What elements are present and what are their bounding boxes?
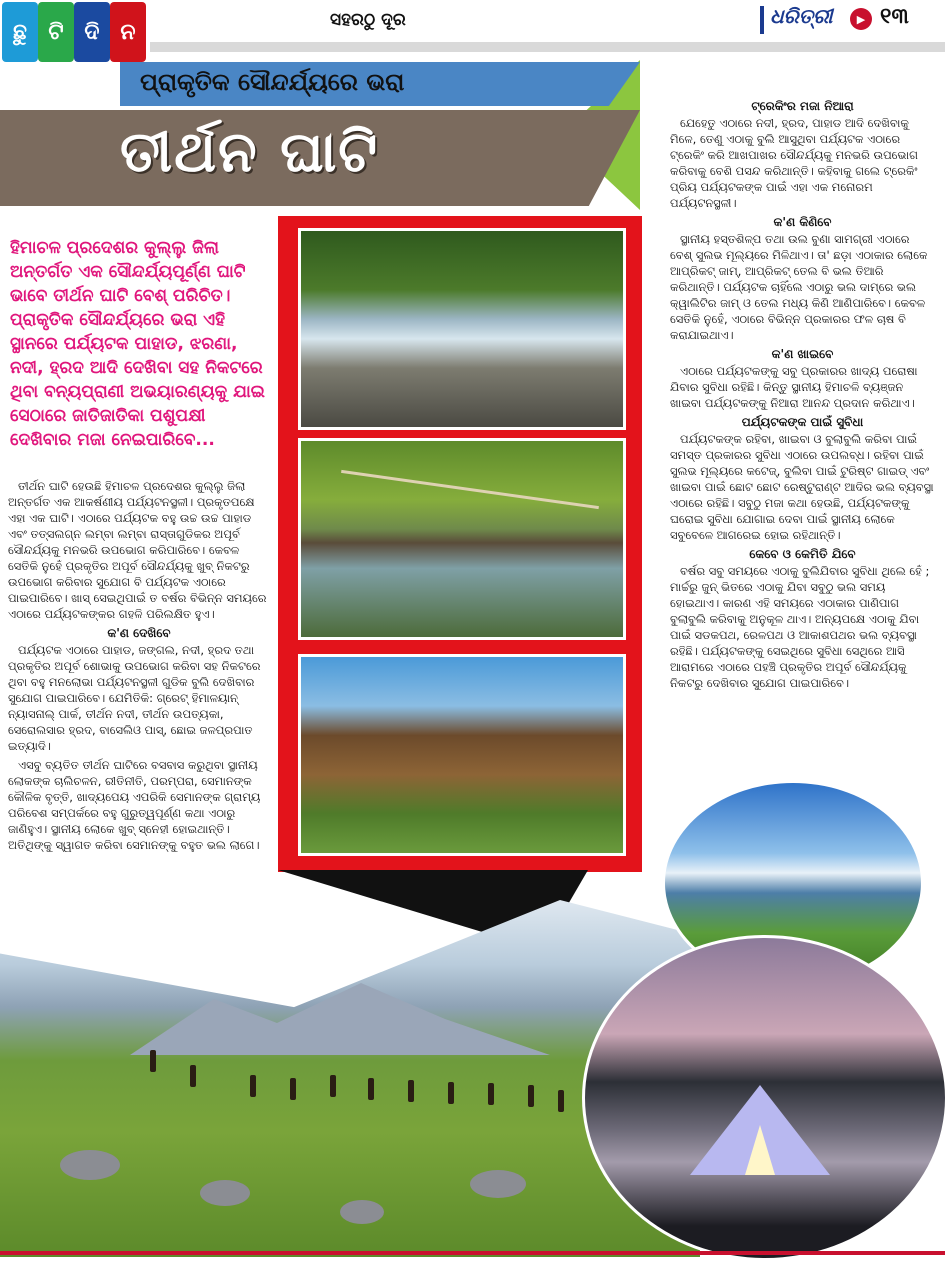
subheading: କ'ଣ ଖାଇବେ xyxy=(771,347,834,361)
paragraph: ଏଠାରେ ପର୍ଯ୍ୟଟକଙ୍କୁ ସବୁ ପ୍ରକାରର ଖାଦ୍ୟ ପରୋଷା ଯିବାର ସୁବିଧା ରହିଛି। କିନ୍ତୁ ସ୍ଥାନୀୟ ହିମାଚଳି ବ୍ୟଞ୍ଜନ ଖାଇବା ପର୍ଯ୍ୟଟକଙ୍କୁ ନିଆରା ଆନନ୍ଦ ପ୍ରଦାନ କରିଥାଏ। xyxy=(670,364,918,410)
header-band xyxy=(150,42,945,52)
paragraph: ପର୍ଯ୍ୟଟକଙ୍କ ରହିବା, ଖାଇବା ଓ ବୁଲାବୁଲି କରିବା ପାଇଁ ସମସ୍ତ ପ୍ରକାରର ସୁବିଧା ଏଠାରେ ଉପଲବ୍ଧ। ରହିବା ପାଇଁ ସୁଲଭ ମୂଲ୍ୟରେ କଟେଜ୍, ବୁଲିବା ପାଇଁ ଟୁରିଷ୍ଟ ଗାଇଡ୍ ଏବଂ ଖାଇବା ପାଇଁ ଛୋଟ ଛୋଟ ରେଷ୍ଟୁରାଣ୍ଟ ଆଦିର ଭଲ ବ୍ୟବସ୍ଥା ଏଠାରେ ରହିଛି। ସବୁଠୁ ମଜା କଥା ହେଉଛି, ପର୍ଯ୍ୟଟକଙ୍କୁ ଘରୋଇ ସୁବିଧା ଯୋଗାଇ ଦେବା ପାଇଁ ସ୍ଥାନୀୟ ଲୋକେ ସବୁବେଳେ ଆଗରେଇ ହୋଇ ରହିଥାନ୍ତି। xyxy=(670,432,934,542)
hiker-figure xyxy=(558,1090,564,1112)
intro-text: ହିମାଚଳ ପ୍ରଦେଶର କୁଲ୍ଲୁ ଜିଲା ଅନ୍ତର୍ଗତ ଏକ ସୌନ୍ଦର୍ଯ୍ୟପୂର୍ଣ୍ଣ ଘାଟି ଭାବେ ତୀର୍ଥନ ଘାଟି ବେଶ୍ ପରିଚିତ। ପ୍ରାକୃତିକ ସୌନ୍ଦର୍ଯ୍ୟରେ ଭରା ଏହି ସ୍ଥାନରେ ପର୍ଯ୍ୟଟକ ପାହାଡ, ଝରଣା, ନଦୀ, ହ୍ରଦ ଆଦି ଦେଖିବା ସହ ନିକଟରେ ଥିବା ବନ୍ୟପ୍ରାଣୀ ଅଭୟାରଣ୍ୟକୁ ଯାଇ ସେଠାରେ ଜାତିଜାତିକା ପଶୁପକ୍ଷୀ ଦେଖିବାର ମଜା ନେଇପାରିବେ... xyxy=(10,238,265,450)
river-photo xyxy=(298,228,626,430)
page-number: ୧୩ xyxy=(880,4,909,29)
cottage-photo xyxy=(298,654,626,856)
paragraph: ବର୍ଷର ସବୁ ସମୟରେ ଏଠାକୁ ବୁଲିଯିବାର ସୁବିଧା ଥିଲେ ହେଁ ; ମାର୍ଚ୍ଚରୁ ଜୁନ୍ ଭିତରେ ଏଠାକୁ ଯିବା ସବୁଠୁ ଭଲ ସମୟ ହୋଇଥାଏ। କାରଣ ଏହି ସମୟରେ ଏଠାକାର ପାଣିପାଗ ବୁଲାବୁଲି କରିବାକୁ ଅନୁକୂଳ ଥାଏ। ଅନ୍ୟପକ୍ଷେ ଏଠାକୁ ଯିବା ପାଇଁ ସଡକପଥ, ରେଳପଥ ଓ ଆକାଶପଥର ଭଲ ବ୍ୟବସ୍ଥା ରହିଛି। ପର୍ଯ୍ୟଟକଙ୍କୁ ସେଇଥିରେ ସୁବିଧା ସେଥିରେ ଆସି ଆରାମରେ ଏଠାରେ ପହଞ୍ଚି ପ୍ରକୃତିର ଅପୂର୍ବ ସୌନ୍ଦର୍ଯ୍ୟକୁ ନିକଟରୁ ଦେଖିବାର ସୁଯୋଗ ପାଇପାରିବେ। xyxy=(670,564,930,690)
hiker-figure xyxy=(488,1083,494,1105)
hiker-figure xyxy=(290,1078,296,1100)
section-tile-3: ଦି xyxy=(74,2,110,62)
section-tile-1: ଛୁ xyxy=(2,2,38,62)
subtitle: ପ୍ରାକୃତିକ ସୌନ୍ଦର୍ଯ୍ୟରେ ଭରା xyxy=(140,68,405,96)
hiker-figure xyxy=(368,1078,374,1100)
rock xyxy=(60,1150,120,1180)
rock xyxy=(470,1170,526,1198)
left-column xyxy=(8,478,270,856)
footer-rule xyxy=(0,1251,945,1255)
hiker-figure xyxy=(528,1085,534,1107)
subheading: କ'ଣ କିଣିବେ xyxy=(773,215,832,229)
right-column xyxy=(670,96,935,694)
hiker-figure xyxy=(408,1080,414,1102)
section-tile-2: ଟି xyxy=(38,2,74,62)
brand-logo: ଧରିତ୍ରୀ xyxy=(770,4,833,28)
hiker-figure xyxy=(250,1075,256,1097)
subheading: ଟ୍ରେକିଂର ମଜା ନିଆରା xyxy=(751,99,854,113)
hiker-figure xyxy=(330,1075,336,1097)
paragraph: ଏସବୁ ବ୍ୟତିତ ତୀର୍ଥନ ଘାଟିରେ ବସବାସ କରୁଥିବା ସ୍ଥାନୀୟ ଲୋକଙ୍କ ଚାଲିଚଳନ, ରୀତିନୀତି, ପରମ୍ପରା, ସେମାନଙ୍କ କୌଳିକ ବୃତ୍ତି, ଖାଦ୍ୟପେୟ ଏପରିକି ସେମାନଙ୍କ ଗ୍ରାମ୍ୟ ପରିବେଶ ସମ୍ପର୍କରେ ବହୁ ଗୁରୁତ୍ୱପୂର୍ଣ୍ଣ କଥା ଏଠାରୁ ଜାଣିହୁଏ। ସ୍ଥାନୀୟ ଲୋକେ ଖୁବ୍ ସ୍ନେହୀ ହୋଇଥାନ୍ତି। ଅତିଥିଙ୍କୁ ସ୍ୱାଗତ କରିବା ସେମାନଙ୍କୁ ବହୁତ ଭଲ ଲାଗେ। xyxy=(8,758,261,852)
paragraph: ସ୍ଥାନୀୟ ହସ୍ତଶିଳ୍ପ ତଥା ଉଲ ବୁଣା ସାମଗ୍ରୀ ଏଠାରେ ବେଶ୍ ସୁଲଭ ମୂଲ୍ୟରେ ମିଳିଥାଏ। ତା' ଛଡ଼ା ଏଠାକାର ଲୋକେ ଆପ୍ରିକଟ୍ ଜାମ୍, ଆପ୍ରିକଟ୍ ତେଲ ବି ଭଲ ତିଆରି କରିଥାନ୍ତି। ପର୍ଯ୍ୟଟକ ଚାହିଁଲେ ଏଠାରୁ ଭଲ ଦାମ୍‌ରେ ଭଲ କ୍ୱାଲିଟିର ଜାମ୍ ଓ ତେଲ ମଧ୍ୟ କିଣି ଆଣିପାରିବେ। କେବଳ ସେତିକି ନୁହେଁ, ଏଠାରେ ବିଭିନ୍ନ ପ୍ରକାରର ଫଳ ଚାଷ ବି କରାଯାଇଥାଏ। xyxy=(670,232,928,342)
section-tile-4: ନ xyxy=(110,2,146,62)
rock xyxy=(340,1200,384,1224)
play-icon: ▶ xyxy=(850,8,872,30)
page-title: ତୀର୍ଥନ ଘାଟି xyxy=(120,120,380,185)
brand-divider xyxy=(760,6,764,34)
paragraph: ଯେହେତୁ ଏଠାରେ ନଦୀ, ହ୍ରଦ, ପାହାଡ ଆଦି ଦେଖିବାକୁ ମିଳେ, ତେଣୁ ଏଠାକୁ ବୁଲି ଆସୁଥିବା ପର୍ଯ୍ୟଟକ ଏଠାରେ ଟ୍ରେକିଂ କରି ଆଖପାଖର ସୌନ୍ଦର୍ଯ୍ୟକୁ ମନଭରି ଉପଭୋଗ କରିବାକୁ ବେଶି ପସନ୍ଦ କରିଥାନ୍ତି। କହିବାକୁ ଗଲେ ଟ୍ରେକିଂ ପ୍ରିୟ ପର୍ଯ୍ୟଟକଙ୍କ ପାଇଁ ଏହା ଏକ ମନୋରମ ପର୍ଯ୍ୟଟନସ୍ଥଳୀ। xyxy=(670,116,918,210)
rock xyxy=(200,1180,250,1206)
subheading: କେବେ ଓ କେମିତି ଯିବେ xyxy=(749,547,856,561)
bridge-photo xyxy=(298,438,626,640)
hiker-figure xyxy=(190,1065,196,1087)
hiker-figure xyxy=(448,1082,454,1104)
subheading: କ'ଣ ଦେଖିବେ xyxy=(107,626,171,640)
paragraph: ତୀର୍ଥନ ଘାଟି ହେଉଛି ହିମାଚଳ ପ୍ରଦେଶର କୁଲ୍ଲୁ ଜିଲା ଅନ୍ତର୍ଗତ ଏକ ଆକର୍ଷଣୀୟ ପର୍ଯ୍ୟଟନସ୍ଥଳୀ। ପ୍ରକୃତପକ୍ଷେ ଏହା ଏକ ଘାଟି। ଏଠାରେ ପର୍ଯ୍ୟଟକ ବହୁ ଉଚ୍ଚ ଉଚ୍ଚ ପାହାଡ ଏବଂ ତତ୍ସଲଗ୍ନ ଲମ୍ବା ଲମ୍ବା ରାସ୍ତାଗୁଡିକର ଅପୂର୍ବ ସୌନ୍ଦର୍ଯ୍ୟକୁ ମନଭରି ଉପଭୋଗ କରିପାରିବେ। କେବଳ ସେତିକି ନୁହେଁ ପ୍ରକୃତିର ଅପୂର୍ବ ସୌନ୍ଦର୍ଯ୍ୟକୁ ଖୁବ୍ ନିକଟରୁ ଉପଭୋଗ କରିବାର ସୁଯୋଗ ବି ପର୍ଯ୍ୟଟକ ଏଠାରେ ପାଇପାରିବେ। ଖାସ୍ ସେଇଥିପାଇଁ ତ ବର୍ଷର ବିଭିନ୍ନ ସମୟରେ ଏଠାରେ ପର୍ଯ୍ୟଟକଙ୍କର ଗହଳି ପରିଲକ୍ଷିତ ହୁଏ। xyxy=(8,479,267,621)
hiker-figure xyxy=(150,1050,156,1072)
subheading: ପର୍ଯ୍ୟଟକଙ୍କ ପାଇଁ ସୁବିଧା xyxy=(741,415,864,429)
paragraph: ପର୍ଯ୍ୟଟକ ଏଠାରେ ପାହାଡ, ଜଙ୍ଗଲ, ନଦୀ, ହ୍ରଦ ତଥା ପ୍ରକୃତିର ଅପୂର୍ବ ଶୋଭାକୁ ଉପଭୋଗ କରିବା ସହ ନିକଟରେ ଥିବା ବହୁ ମନଲୋଭା ପର୍ଯ୍ୟଟନସ୍ଥଳୀ ଗୁଡିକ ବୁଲି ଦେଖିବାର ସୁଯୋଗ ପାଇପାରିବେ। ଯେମିତିକି: ଗ୍ରେଟ୍ ହିମାଳୟାନ୍ ନ୍ୟାସନାଲ୍ ପାର୍କ, ତୀର୍ଥନ ନଦୀ, ତୀର୍ଥନ ଉପତ୍ୟକା, ସେରୋଲସାର ହ୍ରଦ, ବାସେଲିଓ ପାସ୍, ଛୋଇ ଜଳପ୍ରପାତ ଇତ୍ୟାଦି। xyxy=(8,643,261,753)
section-label: ସହରଠୁ ଦୂର xyxy=(330,10,406,30)
